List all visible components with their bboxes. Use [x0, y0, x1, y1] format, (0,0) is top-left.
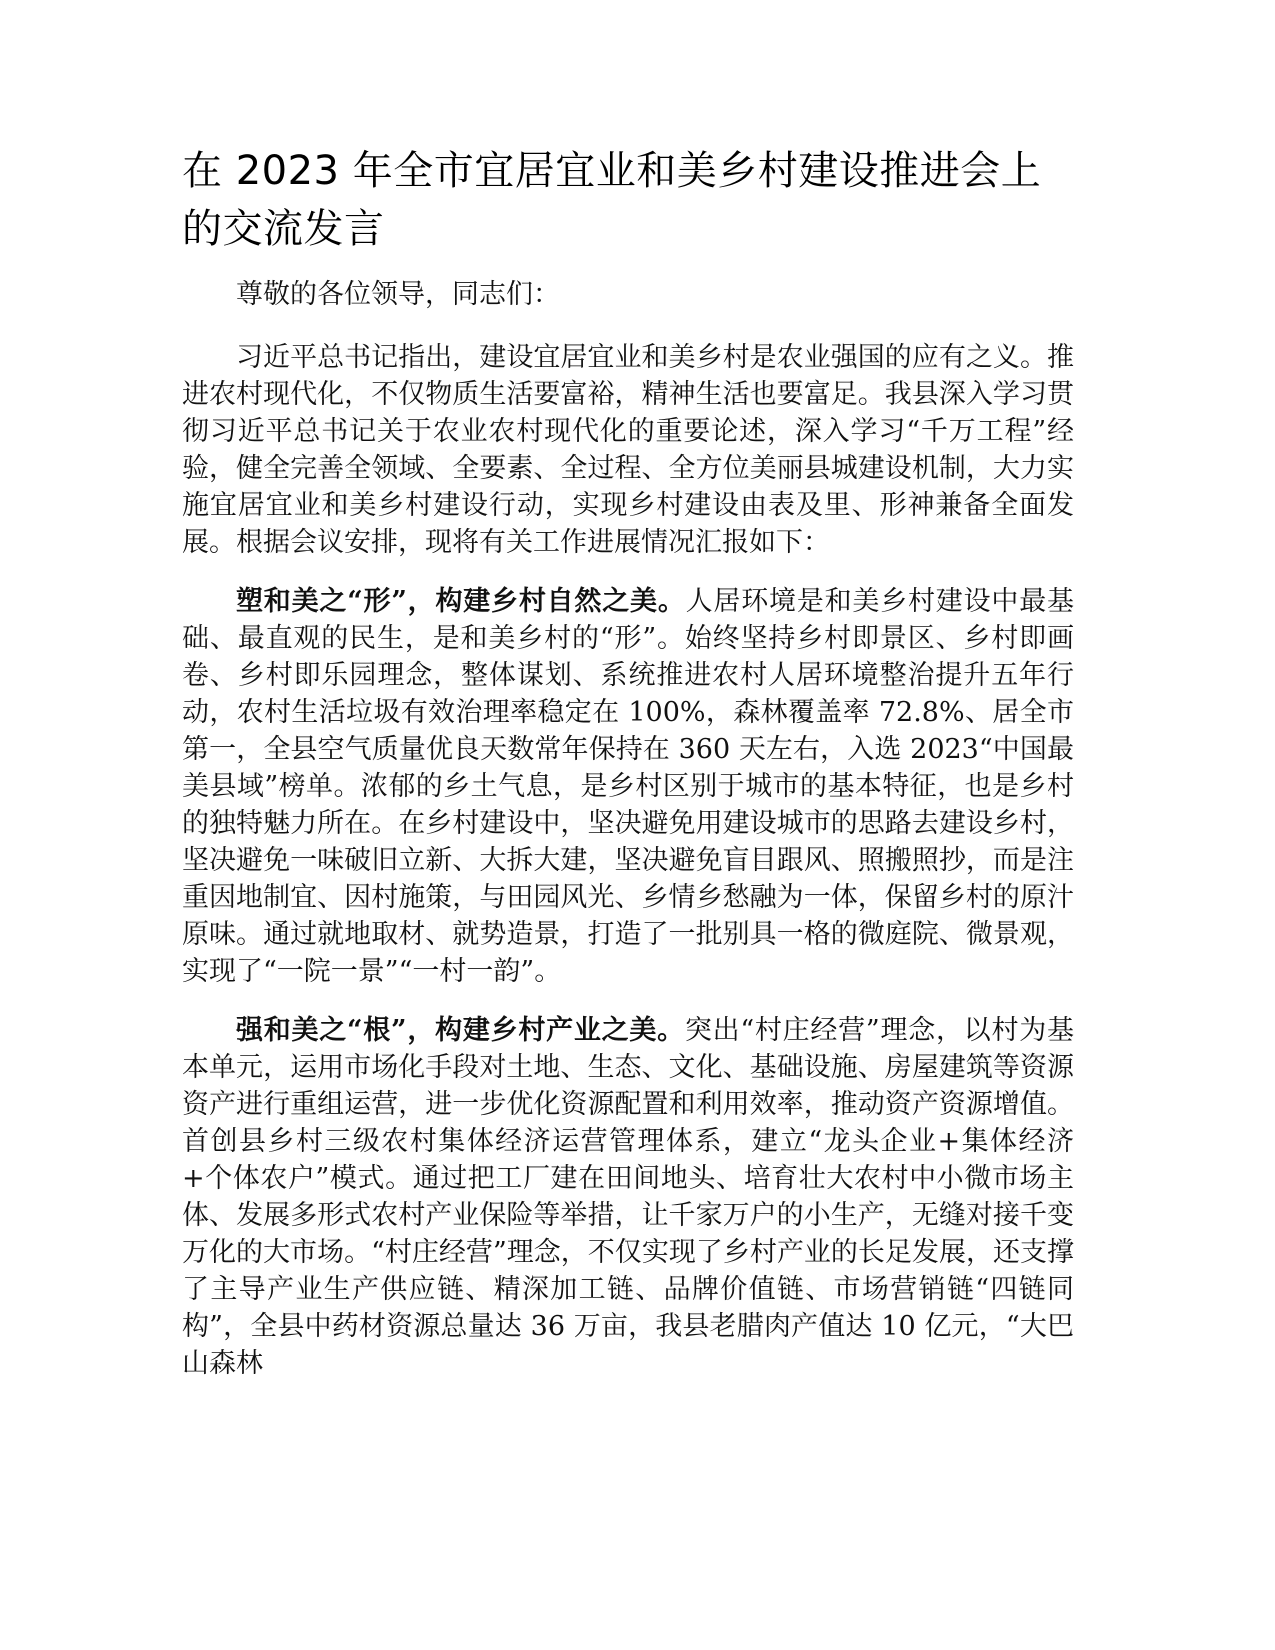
section-paragraph-2	[182, 1012, 1074, 1382]
section-heading-2: 强和美之“根”，构建乡村产业之美。	[236, 1015, 685, 1046]
document-page	[182, 142, 1074, 1404]
salutation: 尊敬的各位领导，同志们：	[236, 279, 560, 310]
section-body-2: 突出“村庄经营”理念，以村为基本单元，运用市场化手段对土地、生态、文化、基础设施、房屋建筑等资源资产进行重组运营，进一步优化资源配置和利用效率，推动资产资源增值。首创县乡村三级农村集体经济运营管理体系，建立“龙头企业+集体经济+个体农户”模式。通过把工厂建在田间地头、培育壮大农村中小微市场主体、发展多形式农村产业保险等举措，让千家万户的小生产，无缝对接千变万化的大市场。“村庄经营”理念，不仅实现了乡村产业的长足发展，还支撑了主导产业生产供应链、精深加工链、品牌价值链、市场营销链“四链同构”，全县中药材资源总量达 36 万亩，我县老腊肉产值达 10 亿元，“大巴山森林	[182, 1015, 1075, 1379]
section-body-1: 人居环境是和美乡村建设中最基础、最直观的民生，是和美乡村的“形”。始终坚持乡村即景区、乡村即画卷、乡村即乐园理念，整体谋划、系统推进农村人居环境整治提升五年行动，农村生活垃圾有效治理率稳定在 100%，森林覆盖率 72.8%、居全市第一，全县空气质量优良天数常年保持在 360 天左右，入选 2023“中国最美县域”榜单。浓郁的乡土气息，是乡村区别于城市的基本特征，也是乡村的独特魅力所在。在乡村建设中，坚决避免用建设城市的思路去建设乡村，坚决避免一味破旧立新、大拆大建，坚决避免盲目跟风、照搬照抄，而是注重因地制宜、因村施策，与田园风光、乡情乡愁融为一体，保留乡村的原汁原味。通过就地取材、就势造景，打造了一批别具一格的微庭院、微景观，实现了“一院一景”“一村一韵”。	[182, 586, 1074, 987]
section-heading-1: 塑和美之“形”，构建乡村自然之美。	[236, 586, 686, 617]
document-title: 在 2023 年全市宜居宜业和美乡村建设推进会上的交流发言	[182, 148, 1042, 252]
section-paragraph-1	[182, 583, 1074, 990]
intro-paragraph: 习近平总书记指出，建设宜居宜业和美乡村是农业强国的应有之义。推进农村现代化，不仅物质生活要富裕，精神生活也要富足。我县深入学习贯彻习近平总书记关于农业农村现代化的重要论述，深入学习“千万工程”经验，健全完善全领域、全要素、全过程、全方位美丽县城建设机制，大力实施宜居宜业和美乡村建设行动，实现乡村建设由表及里、形神兼备全面发展。根据会议安排，现将有关工作进展情况汇报如下：	[182, 342, 1074, 558]
